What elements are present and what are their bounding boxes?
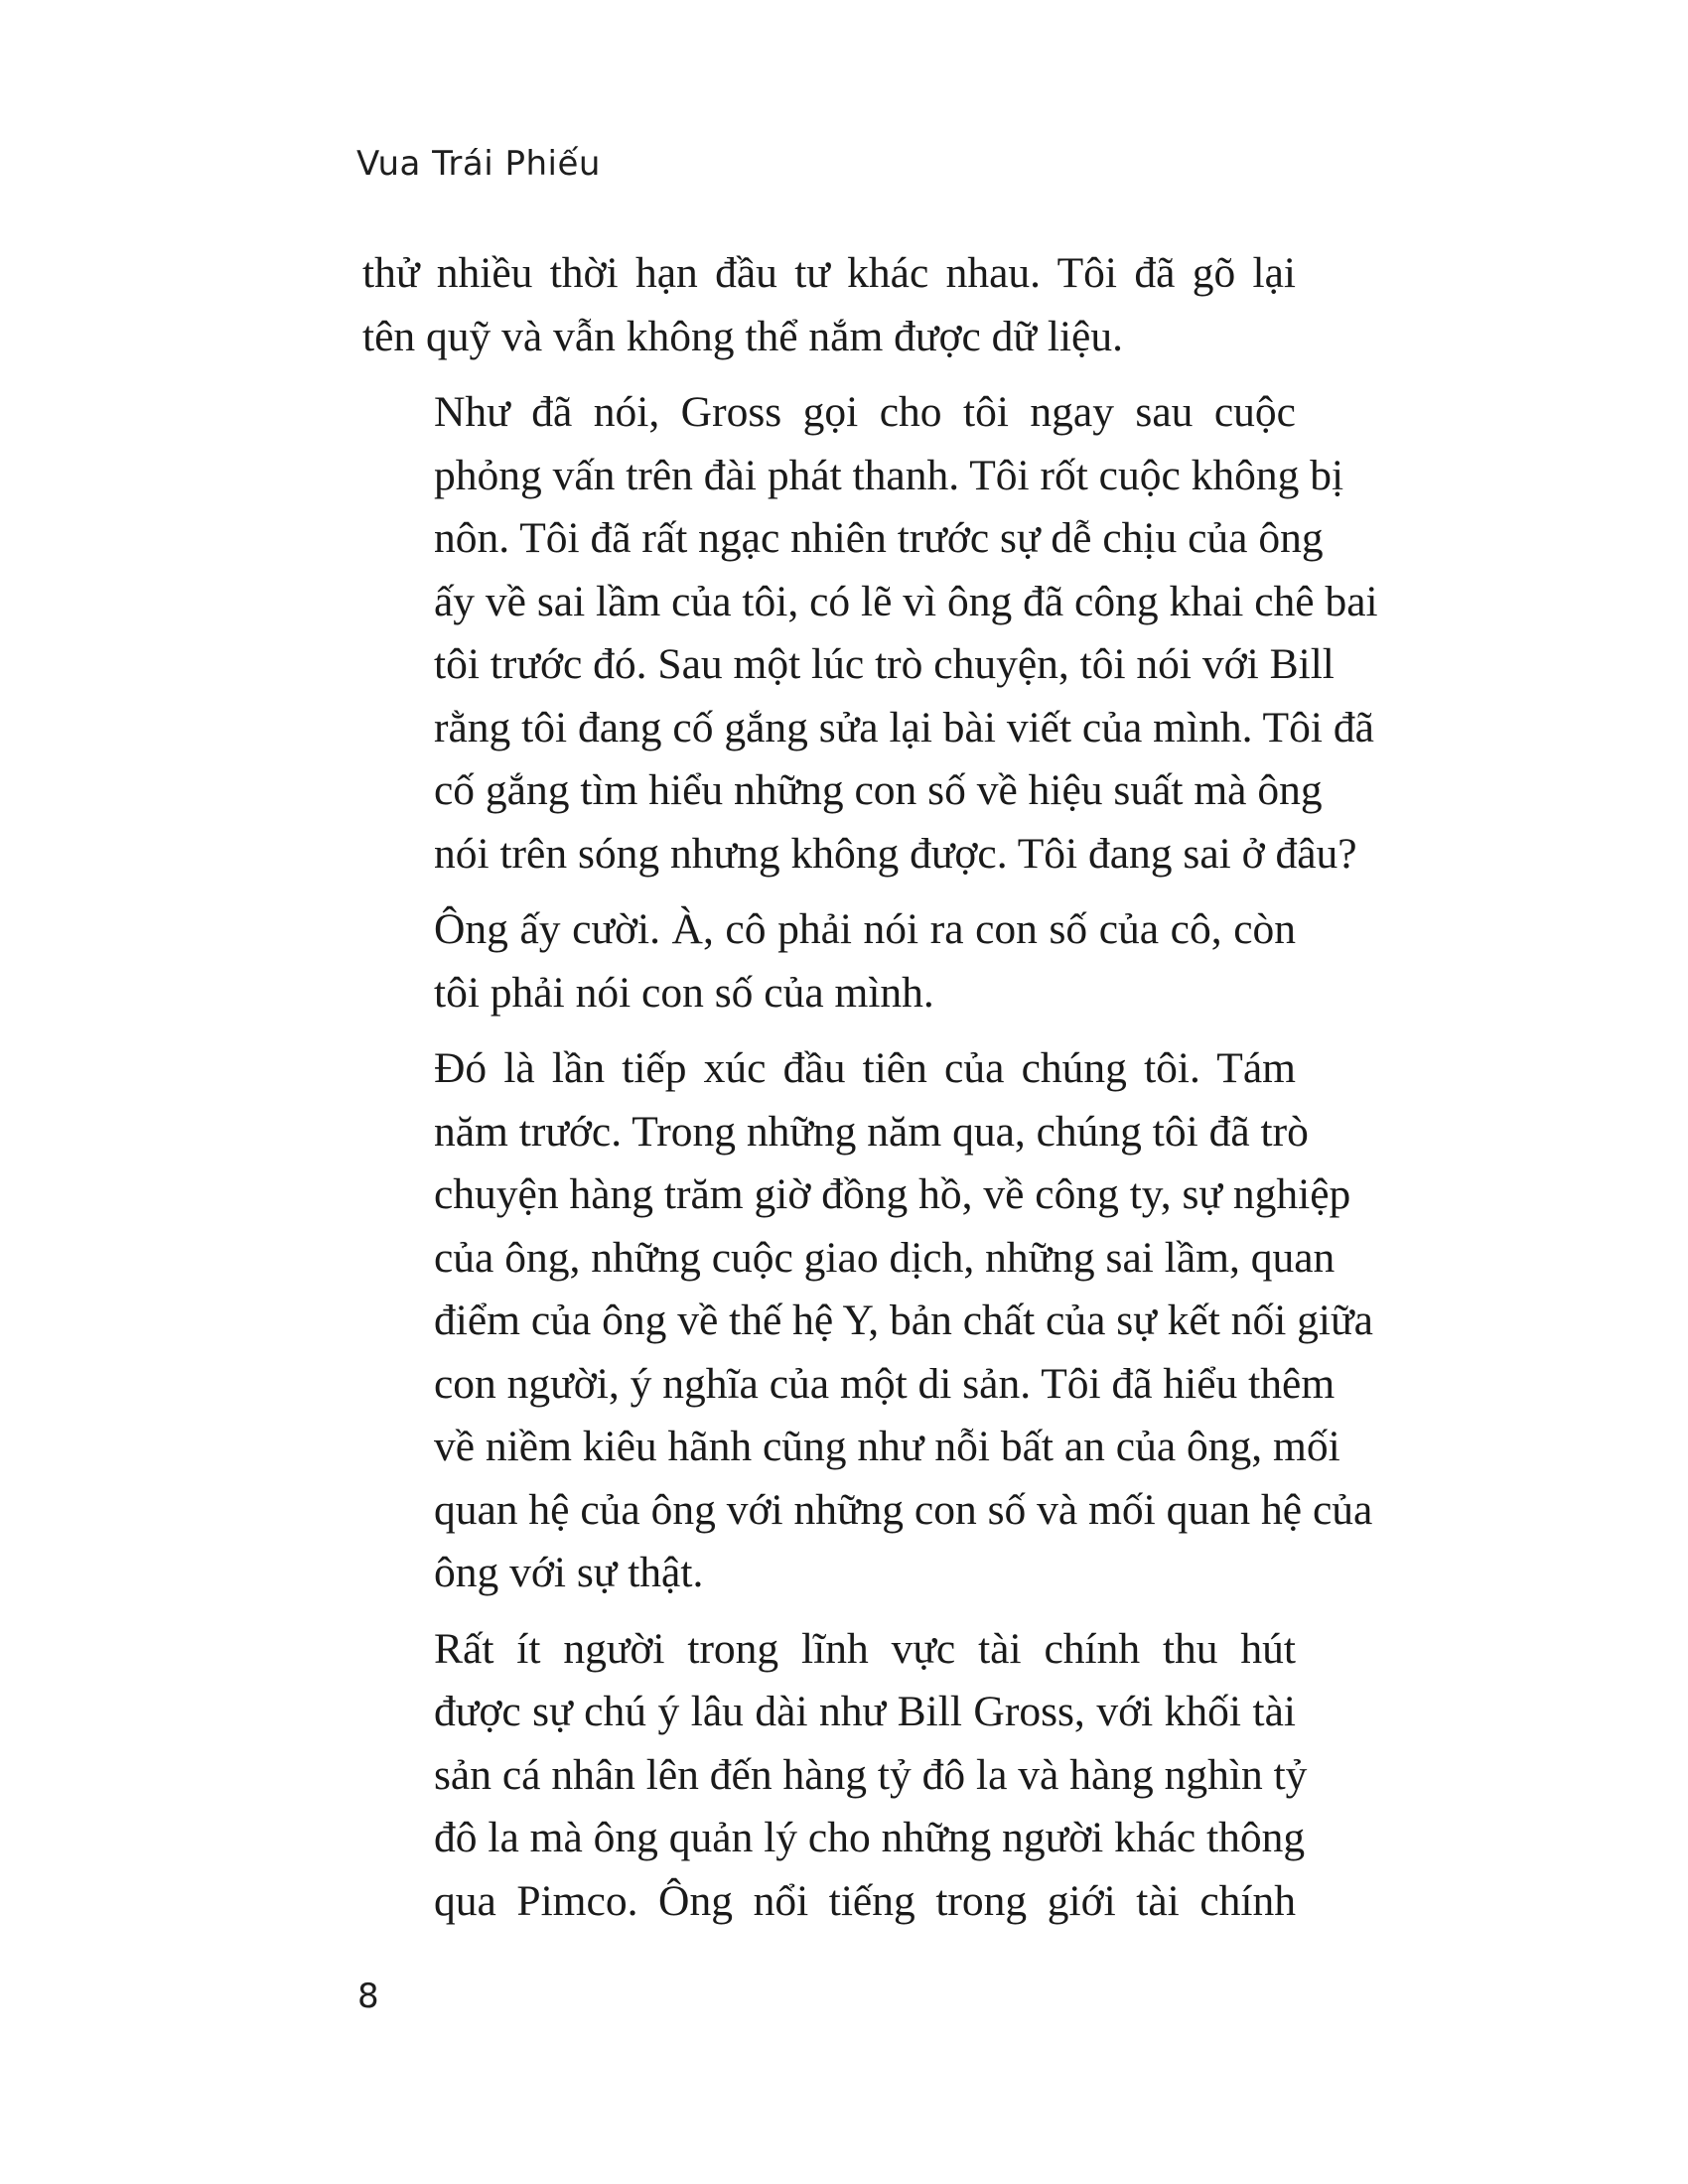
text-line: ấy về sai lầm của tôi, có lẽ vì ông đã công khai chê bai xyxy=(434,577,1378,625)
text-line: quan hệ của ông với những con số và mối quan hệ của xyxy=(434,1485,1373,1534)
text-line: điểm của ông về thế hệ Y, bản chất của sự kết nối giữa xyxy=(434,1297,1373,1344)
text-line: ông với sự thật. xyxy=(434,1549,704,1596)
text-line: Ông ấy cười. À, cô phải nói ra con số của cô, còn xyxy=(434,905,1296,953)
text-line: cố gắng tìm hiểu những con số về hiệu suất mà ông xyxy=(434,766,1323,814)
text-line: Đó là lần tiếp xúc đầu tiên của chúng tôi. Tám xyxy=(434,1044,1296,1092)
paragraph xyxy=(362,242,1296,368)
text-line: của ông, những cuộc giao dịch, những sai lầm, quan xyxy=(434,1233,1336,1282)
text-line: năm trước. Trong những năm qua, chúng tôi đã trò xyxy=(434,1107,1309,1156)
text-line: Rất ít người trong lĩnh vực tài chính thu hút xyxy=(434,1624,1296,1673)
text-line: tôi phải nói con số của mình. xyxy=(434,968,934,1017)
paragraph xyxy=(362,1037,1373,1605)
paragraph xyxy=(362,898,1296,1024)
text-line: sản cá nhân lên đến hàng tỷ đô la và hàng nghìn tỷ xyxy=(434,1750,1308,1799)
running-header: Vua Trái Phiếu xyxy=(356,144,601,184)
text-line: con người, ý nghĩa của một di sản. Tôi đã hiểu thêm xyxy=(434,1359,1336,1408)
text-line: chuyện hàng trăm giờ đồng hồ, về công ty, sự nghiệp xyxy=(434,1170,1351,1218)
body-text xyxy=(362,242,1378,1933)
paragraph xyxy=(362,381,1378,886)
text-line: qua Pimco. Ông nổi tiếng trong giới tài chính xyxy=(434,1876,1296,1925)
text-line: đô la mà ông quản lý cho những người khác thông xyxy=(434,1814,1306,1861)
text-line: tên quỹ và vẫn không thể nắm được dữ liệu. xyxy=(362,312,1123,360)
text-line: rằng tôi đang cố gắng sửa lại bài viết của mình. Tôi đã xyxy=(434,703,1374,751)
text-line: phỏng vấn trên đài phát thanh. Tôi rốt cuộc không bị xyxy=(434,451,1344,499)
text-line: thử nhiều thời hạn đầu tư khác nhau. Tôi đã gõ lại xyxy=(362,249,1296,297)
text-line: được sự chú ý lâu dài như Bill Gross, với khối tài xyxy=(434,1688,1296,1735)
text-line: về niềm kiêu hãnh cũng như nỗi bất an của ông, mối xyxy=(434,1423,1340,1470)
text-line: nói trên sóng nhưng không được. Tôi đang sai ở đâu? xyxy=(434,829,1357,878)
text-line: nôn. Tôi đã rất ngạc nhiên trước sự dễ chịu của ông xyxy=(434,514,1324,562)
paragraph xyxy=(362,1618,1308,1934)
text-line: Như đã nói, Gross gọi cho tôi ngay sau cuộc xyxy=(434,388,1296,436)
page-number: 8 xyxy=(357,1977,379,2016)
text-line: tôi trước đó. Sau một lúc trò chuyện, tôi nói với Bill xyxy=(434,640,1335,688)
